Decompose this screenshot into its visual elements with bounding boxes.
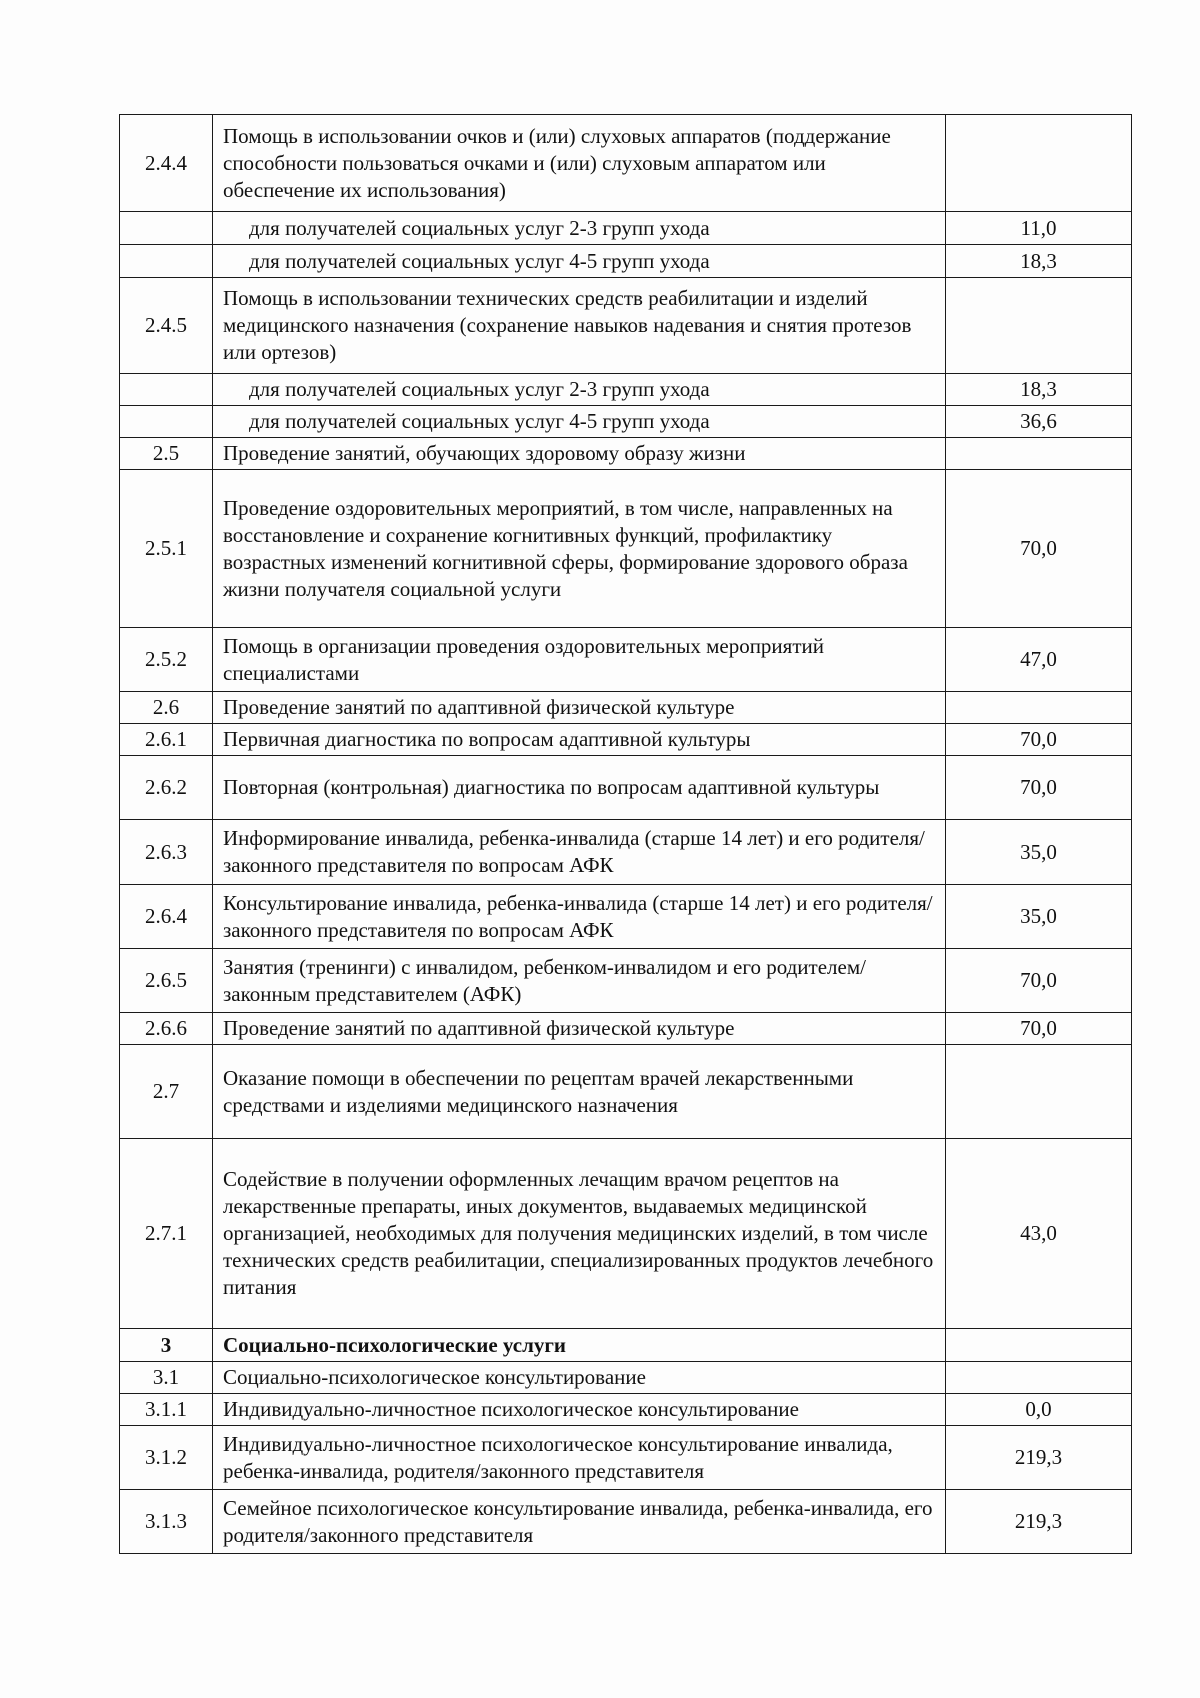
service-price: 35,0 (946, 820, 1132, 885)
section-title: Социально-психологические услуги (213, 1329, 946, 1362)
service-name: для получателей социальных услуг 4-5 групп ухода (213, 245, 946, 278)
service-price: 70,0 (946, 470, 1132, 628)
service-price: 18,3 (946, 374, 1132, 406)
service-name: Помощь в организации проведения оздоровительных мероприятий специалистами (213, 628, 946, 692)
table-row (120, 756, 1132, 820)
service-price: 35,0 (946, 885, 1132, 949)
service-name: Информирование инвалида, ребенка-инвалида (старше 14 лет) и его родителя/законного представителя по вопросам АФК (213, 820, 946, 885)
row-number: 2.6.3 (120, 820, 213, 885)
services-price-table (119, 114, 1132, 1554)
row-number: 2.7 (120, 1045, 213, 1139)
table-row (120, 724, 1132, 756)
service-price (946, 1045, 1132, 1139)
table-row (120, 374, 1132, 406)
table-row (120, 438, 1132, 470)
table-row (120, 212, 1132, 245)
service-name: для получателей социальных услуг 2-3 групп ухода (213, 374, 946, 406)
table-row (120, 820, 1132, 885)
service-price: 11,0 (946, 212, 1132, 245)
service-name: Проведение занятий по адаптивной физической культуре (213, 1013, 946, 1045)
row-number: 2.6.4 (120, 885, 213, 949)
table-row (120, 692, 1132, 724)
row-number: 2.4.5 (120, 278, 213, 374)
row-number: 2.6.5 (120, 949, 213, 1013)
service-price (946, 278, 1132, 374)
row-number: 2.6.2 (120, 756, 213, 820)
service-name: Занятия (тренинги) с инвалидом, ребенком-инвалидом и его родителем/законным представителем (АФК) (213, 949, 946, 1013)
service-name: Индивидуально-личностное психологическое консультирование инвалида, ребенка-инвалида, родителя/законного представителя (213, 1426, 946, 1490)
row-number: 2.7.1 (120, 1139, 213, 1329)
table-row (120, 1490, 1132, 1554)
table-row (120, 1394, 1132, 1426)
table-row (120, 1426, 1132, 1490)
service-price (946, 115, 1132, 212)
service-name: Оказание помощи в обеспечении по рецептам врачей лекарственными средствами и изделиями медицинского назначения (213, 1045, 946, 1139)
service-price: 219,3 (946, 1490, 1132, 1554)
service-name: Консультирование инвалида, ребенка-инвалида (старше 14 лет) и его родителя/законного представителя по вопросам АФК (213, 885, 946, 949)
table-row (120, 245, 1132, 278)
row-number: 2.5 (120, 438, 213, 470)
table-row (120, 1362, 1132, 1394)
row-number: 3.1.3 (120, 1490, 213, 1554)
service-price: 36,6 (946, 406, 1132, 438)
service-price: 18,3 (946, 245, 1132, 278)
table-row (120, 278, 1132, 374)
row-number (120, 374, 213, 406)
service-name: Помощь в использовании очков и (или) слуховых аппаратов (поддержание способности пользоваться очками и (или) слуховым аппаратом или обеспечение их использования) (213, 115, 946, 212)
row-number: 3.1 (120, 1362, 213, 1394)
section-number: 3 (120, 1329, 213, 1362)
row-number: 3.1.2 (120, 1426, 213, 1490)
service-name: Повторная (контрольная) диагностика по вопросам адаптивной культуры (213, 756, 946, 820)
table-row (120, 949, 1132, 1013)
row-number: 2.5.1 (120, 470, 213, 628)
service-name: Содействие в получении оформленных лечащим врачом рецептов на лекарственные препараты, иных документов, выдаваемых медицинской организацией, необходимых для получения медицинских изделий, в том числе технических средств реабилитации, специализированных продуктов лечебного питания (213, 1139, 946, 1329)
service-price: 219,3 (946, 1426, 1132, 1490)
table-row (120, 885, 1132, 949)
service-name: для получателей социальных услуг 4-5 групп ухода (213, 406, 946, 438)
table-row (120, 1329, 1132, 1362)
service-price (946, 1329, 1132, 1362)
service-name: Помощь в использовании технических средств реабилитации и изделий медицинского назначения (сохранение навыков надевания и снятия протезов или ортезов) (213, 278, 946, 374)
row-number: 2.6 (120, 692, 213, 724)
service-price: 70,0 (946, 756, 1132, 820)
service-name: Индивидуально-личностное психологическое консультирование (213, 1394, 946, 1426)
table-row (120, 406, 1132, 438)
table-row (120, 470, 1132, 628)
row-number (120, 245, 213, 278)
service-price: 70,0 (946, 724, 1132, 756)
row-number (120, 406, 213, 438)
row-number: 2.5.2 (120, 628, 213, 692)
table-row (120, 1139, 1132, 1329)
table-row (120, 115, 1132, 212)
service-price: 47,0 (946, 628, 1132, 692)
row-number: 3.1.1 (120, 1394, 213, 1426)
service-price (946, 1362, 1132, 1394)
row-number: 2.6.6 (120, 1013, 213, 1045)
service-price: 43,0 (946, 1139, 1132, 1329)
table-row (120, 1045, 1132, 1139)
service-name: Проведение занятий по адаптивной физической культуре (213, 692, 946, 724)
service-price: 0,0 (946, 1394, 1132, 1426)
row-number (120, 212, 213, 245)
service-name: Проведение занятий, обучающих здоровому образу жизни (213, 438, 946, 470)
service-price (946, 438, 1132, 470)
service-price (946, 692, 1132, 724)
service-price: 70,0 (946, 949, 1132, 1013)
row-number: 2.4.4 (120, 115, 213, 212)
service-price: 70,0 (946, 1013, 1132, 1045)
service-name: для получателей социальных услуг 2-3 групп ухода (213, 212, 946, 245)
table-row (120, 628, 1132, 692)
table-row (120, 1013, 1132, 1045)
row-number: 2.6.1 (120, 724, 213, 756)
service-name: Проведение оздоровительных мероприятий, в том числе, направленных на восстановление и сохранение когнитивных функций, профилактику возрастных изменений когнитивной сферы, формирование здорового образа жизни получателя социальной услуги (213, 470, 946, 628)
service-name: Первичная диагностика по вопросам адаптивной культуры (213, 724, 946, 756)
service-name: Семейное психологическое консультирование инвалида, ребенка-инвалида, его родителя/законного представителя (213, 1490, 946, 1554)
service-name: Социально-психологическое консультирование (213, 1362, 946, 1394)
